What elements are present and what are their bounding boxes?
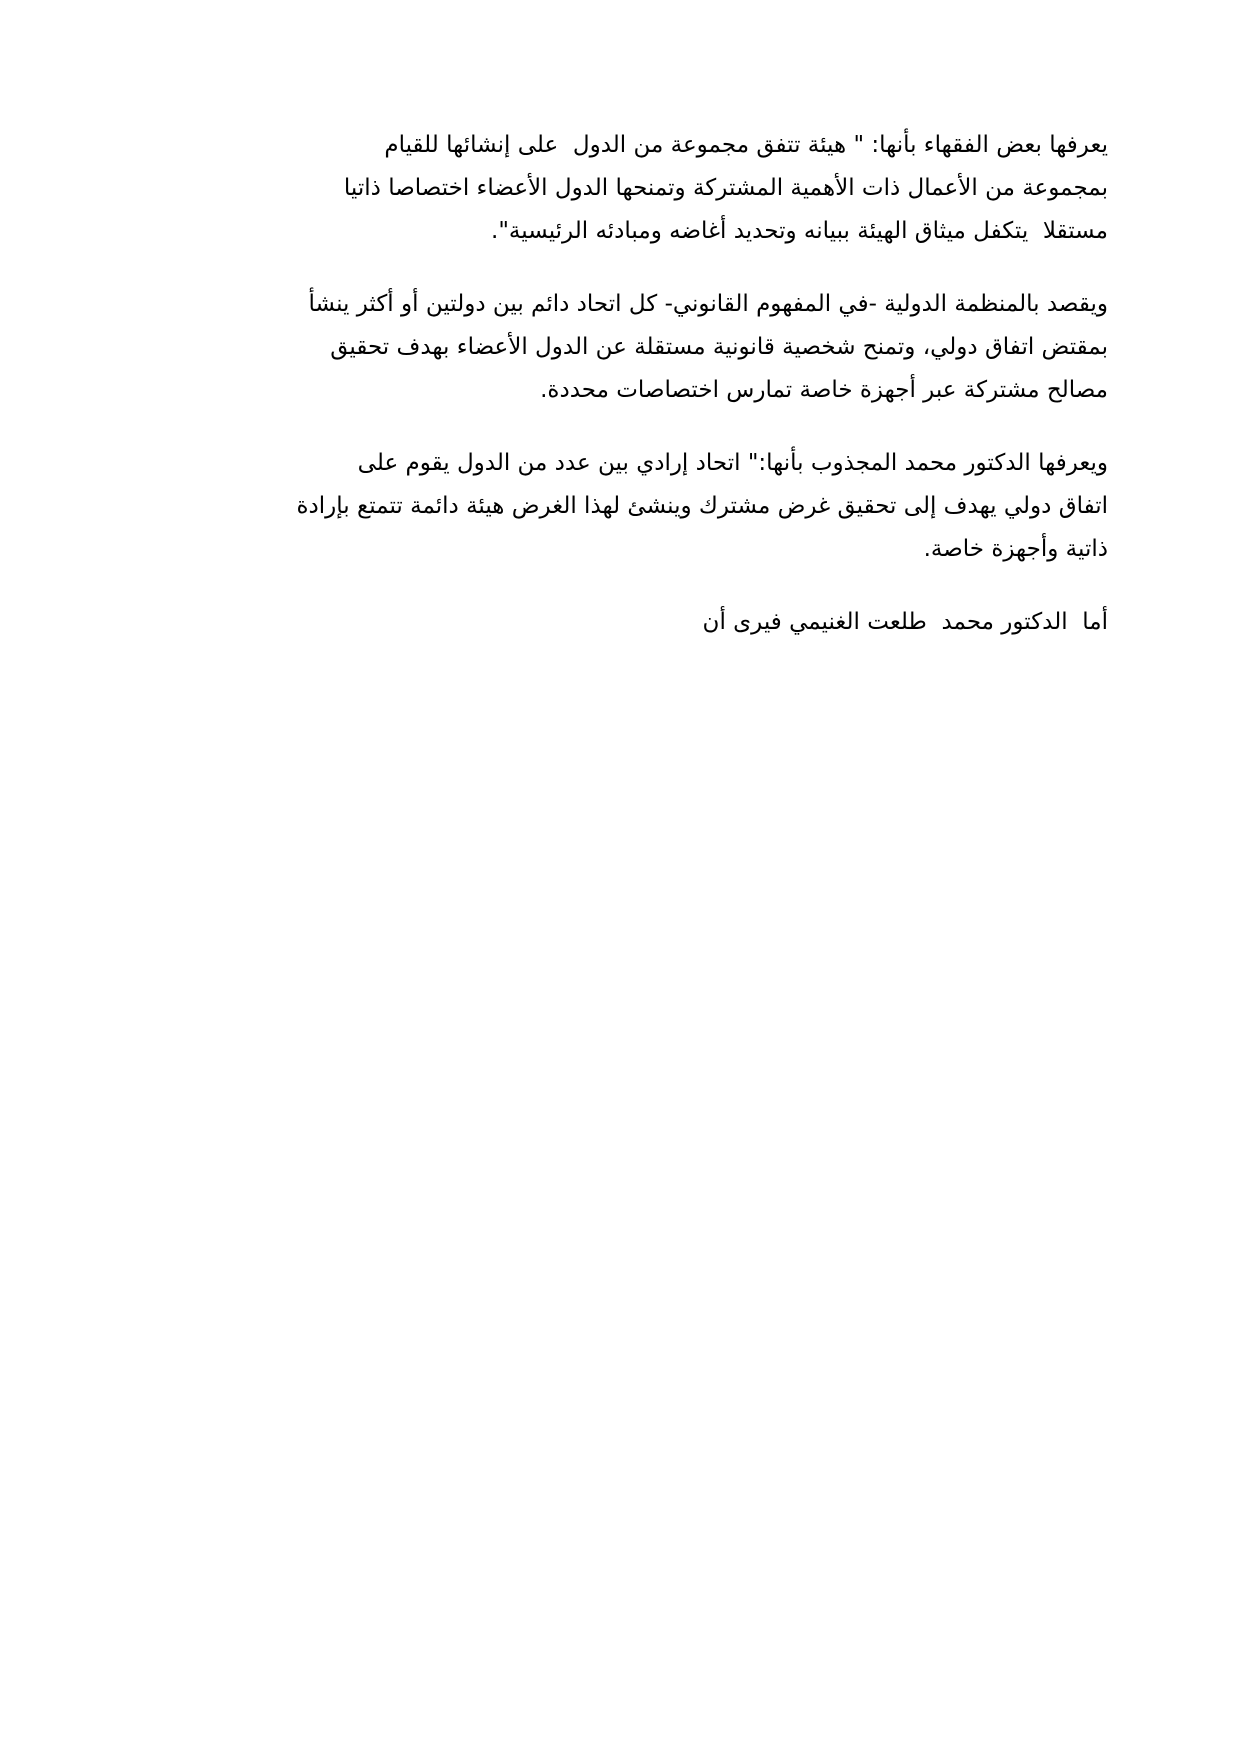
paragraph-1-line-1: يعرفها بعض الفقهاء بأنها: " هيئة تتفق مجموعة من الدول على إنشائها للقيام (384, 132, 1108, 158)
paragraph-4-line-1: أما الدكتور محمد طلعت الغنيمي فيرى أن (702, 609, 1108, 635)
paragraph-1-line-2: بمجموعة من الأعمال ذات الأهمية المشتركة وتمنحها الدول الأعضاء اختصاصا ذاتيا (343, 175, 1108, 201)
paragraph-2 (130, 283, 1108, 412)
paragraph-3-line-3: ذاتية وأجهزة خاصة. (923, 536, 1108, 562)
paragraph-3-line-2: اتفاق دولي يهدف إلى تحقيق غرض مشترك وينشئ لهذا الغرض هيئة دائمة تتمتع بإرادة (296, 493, 1108, 519)
paragraph-2-line-1: ويقصد بالمنظمة الدولية -في المفهوم القانوني- كل اتحاد دائم بين دولتين أو أكثر ينشأ (308, 291, 1108, 317)
paragraph-1 (130, 124, 1108, 253)
paragraph-1-line-3: مستقلا يتكفل ميثاق الهيئة ببيانه وتحديد أغاضه ومبادئه الرئيسية". (491, 218, 1108, 244)
paragraph-3 (130, 442, 1108, 571)
paragraph-3-line-1: ويعرفها الدكتور محمد المجذوب بأنها:" اتحاد إرادي بين عدد من الدول يقوم على (357, 450, 1108, 476)
paragraph-2-line-2: بمقتض اتفاق دولي، وتمنح شخصية قانونية مستقلة عن الدول الأعضاء بهدف تحقيق (330, 334, 1108, 360)
paragraph-4 (130, 601, 1108, 644)
paragraph-2-line-3: مصالح مشتركة عبر أجهزة خاصة تمارس اختصاصات محددة. (540, 377, 1108, 403)
